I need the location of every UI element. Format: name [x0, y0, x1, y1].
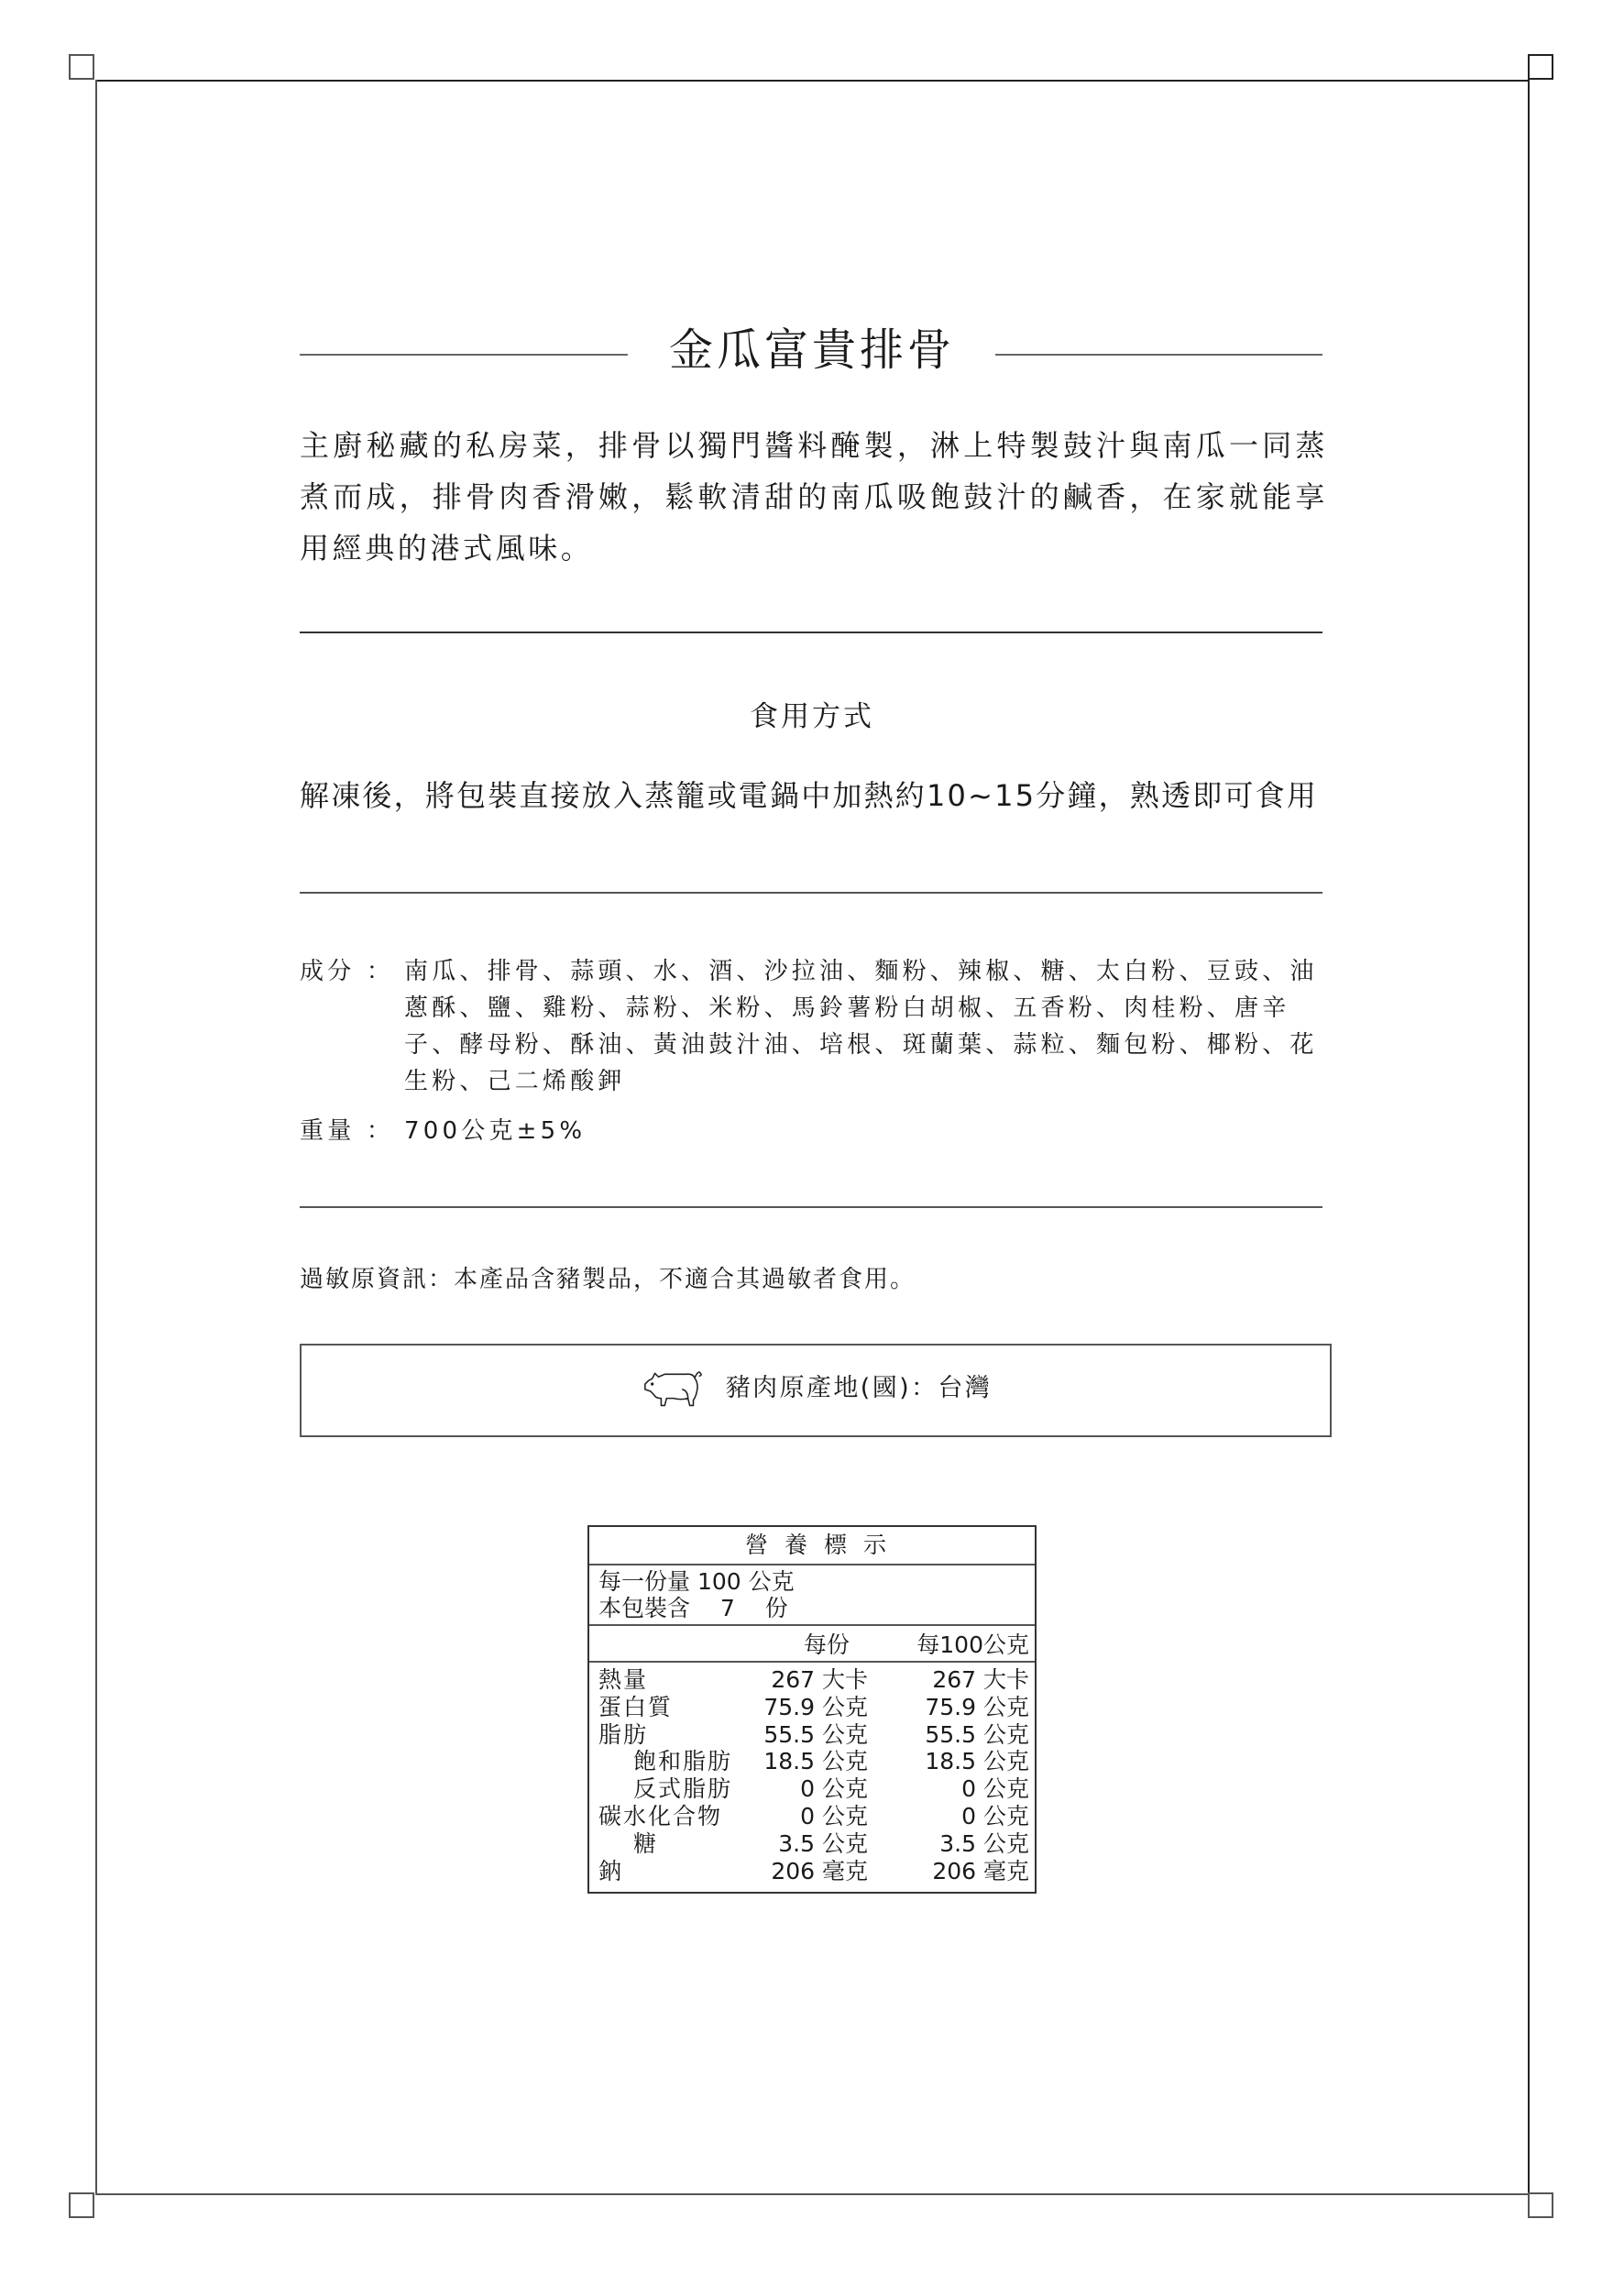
- nutrition-row: [589, 1748, 1035, 1775]
- nutrient-per-serving: 206 毫克: [771, 1857, 868, 1884]
- product-description: 主廚秘藏的私房菜，排骨以獨門醬料醃製，淋上特製鼓汁與南瓜一同蒸煮而成，排骨肉香滑嫩，鬆軟清甜的南瓜吸飽鼓汁的鹹香，在家就能享用經典的港式風味。: [300, 428, 1328, 566]
- nutrition-row: [589, 1858, 1035, 1885]
- servings-per-pack: 本包裝含 7 份: [598, 1595, 788, 1621]
- frame-top-line: [95, 80, 1528, 82]
- allergen-info: 過敏原資訊：本產品含豬製品，不適合其過敏者食用。: [300, 1266, 916, 1293]
- ingredients-list: 南瓜、排骨、蒜頭、水、酒、沙拉油、麵粉、辣椒、糖、太白粉、豆豉、油蔥酥、鹽、雞粉、蒜粉、米粉、馬鈴薯粉白胡椒、五香粉、肉桂粉、唐辛子、酵母粉、酥油、黃油鼓汁油、培根、斑蘭葉、蒜粒、麵包粉、椰粉、花生粉、己二烯酸鉀: [404, 958, 1318, 1095]
- nutrition-row: [589, 1666, 1035, 1694]
- weight-label: 重量 ：: [300, 1117, 395, 1145]
- frame-bottom-line: [95, 2193, 1528, 2195]
- nutrient-per-100g: 0 公克: [961, 1802, 1029, 1829]
- usage-heading: 食用方式: [750, 700, 874, 733]
- divider-2: [300, 892, 1322, 894]
- nutrient-per-serving: 0 公克: [800, 1775, 868, 1803]
- usage-instructions: 解凍後，將包裝直接放入蒸籠或電鍋中加熱約10~15分鐘，熟透即可食用: [300, 778, 1319, 813]
- col-header-per-serving: 每份: [803, 1631, 850, 1658]
- divider-3: [300, 1206, 1322, 1208]
- pig-icon: [640, 1369, 711, 1412]
- ingredients-label: 成分 ：: [300, 958, 395, 985]
- nutrient-per-100g: 75.9 公克: [925, 1693, 1029, 1720]
- nutrient-name: 脂肪: [598, 1720, 649, 1748]
- serving-info: [589, 1564, 1035, 1624]
- nutrient-per-serving: 0 公克: [800, 1802, 868, 1829]
- nutrient-per-100g: 0 公克: [961, 1775, 1029, 1803]
- nutrient-per-serving: 55.5 公克: [763, 1720, 868, 1748]
- nutrient-per-serving: 18.5 公克: [763, 1748, 868, 1775]
- pork-origin-box: [300, 1344, 1332, 1437]
- divider-1: [300, 632, 1322, 633]
- crop-mark-bottom-left: [69, 2192, 94, 2218]
- nutrient-per-100g: 267 大卡: [932, 1666, 1029, 1693]
- nutrition-row: [589, 1721, 1035, 1749]
- nutrient-per-serving: 267 大卡: [771, 1666, 868, 1693]
- frame-left-line: [95, 80, 97, 2193]
- nutrient-name: 蛋白質: [598, 1693, 674, 1720]
- nutrition-row: [589, 1830, 1035, 1858]
- pork-origin-text: 豬肉原產地(國)：台灣: [725, 1374, 993, 1402]
- nutrition-row: [589, 1803, 1035, 1830]
- nutrient-per-100g: 206 毫克: [932, 1857, 1029, 1884]
- crop-mark-top-right: [1528, 54, 1553, 80]
- nutrient-name: 鈉: [598, 1857, 624, 1884]
- nutrient-name: 碳水化合物: [598, 1802, 723, 1829]
- frame-right-line: [1528, 80, 1530, 2193]
- nutrient-name: 糖: [633, 1829, 659, 1857]
- nutrient-per-serving: 75.9 公克: [763, 1693, 868, 1720]
- serving-size: 每一份量 100 公克: [598, 1568, 795, 1595]
- nutrition-facts-table: [587, 1525, 1037, 1894]
- nutrition-title: 營養標示: [744, 1532, 903, 1558]
- nutrient-per-serving: 3.5 公克: [778, 1829, 868, 1857]
- nutrition-rows: [589, 1661, 1035, 1892]
- nutrient-name: 熱量: [598, 1666, 649, 1693]
- nutrition-row: [589, 1775, 1035, 1803]
- weight-value: 700公克±5%: [404, 1117, 587, 1145]
- nutrient-per-100g: 55.5 公克: [925, 1720, 1029, 1748]
- crop-mark-bottom-right: [1528, 2192, 1553, 2218]
- title-rule-right: [995, 354, 1322, 356]
- nutrient-per-100g: 3.5 公克: [939, 1829, 1029, 1857]
- nutrient-per-100g: 18.5 公克: [925, 1748, 1029, 1775]
- nutrition-row: [589, 1694, 1035, 1721]
- product-title: 金瓜富貴排骨: [668, 324, 955, 376]
- nutrition-column-headers: [589, 1624, 1035, 1661]
- col-header-per-100g: 每100公克: [916, 1631, 1029, 1658]
- nutrient-name: 飽和脂肪: [633, 1748, 733, 1775]
- nutrient-name: 反式脂肪: [633, 1775, 733, 1803]
- crop-mark-top-left: [69, 54, 94, 80]
